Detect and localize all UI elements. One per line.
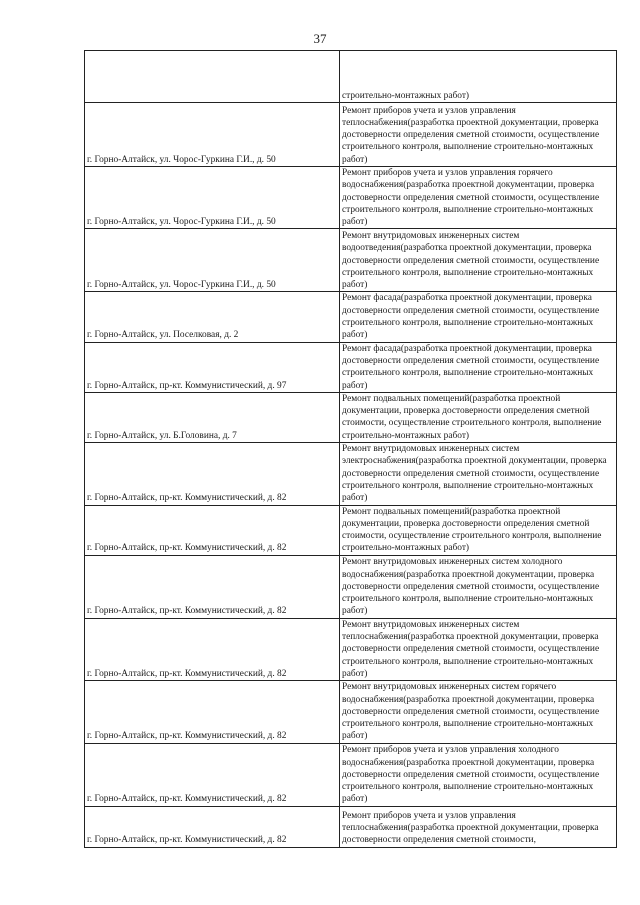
- table-row: [85, 392, 617, 442]
- work-description-cell: Ремонт внутридомовых инженерных систем электроснабжения(разработка проектной документации, проверка достоверности определения сметной стоимости, осуществление строительного контроля, выполнение строительно-монтажных работ): [340, 443, 617, 505]
- address-cell: г. Горно-Алтайск, ул. Чорос-Гуркина Г.И., д. 50: [85, 229, 340, 292]
- work-description-cell: Ремонт приборов учета и узлов управления холодного водоснабжения(разработка проектной документации, проверка достоверности определения сметной стоимости, осуществление строительного контроля, выполнение строительно-монтажных работ): [340, 743, 617, 806]
- work-description-cell: Ремонт фасада(разработка проектной документации, проверка достоверности определения сметной стоимости, осуществление строительного контроля, выполнение строительно-монтажных работ): [340, 292, 617, 342]
- table-row: [85, 505, 617, 555]
- work-description-cell: Ремонт внутридомовых инженерных систем холодного водоснабжения(разработка проектной документации, проверка достоверности определения сметной стоимости, осуществление строительного контроля, выполнение строительно-монтажных работ): [340, 555, 617, 618]
- address-cell: г. Горно-Алтайск, ул. Чорос-Гуркина Г.И., д. 50: [85, 103, 340, 167]
- address-cell: г. Горно-Алтайск, пр-кт. Коммунистический, д. 82: [85, 806, 340, 847]
- work-description-cell: Ремонт приборов учета и узлов управления теплоснабжения(разработка проектной документации, проверка достоверности определения сметной стоимости,: [340, 806, 617, 847]
- table-row: [85, 743, 617, 806]
- address-cell: г. Горно-Алтайск, пр-кт. Коммунистический, д. 82: [85, 505, 340, 555]
- table-row: [85, 229, 617, 292]
- work-description-cell: Ремонт подвальных помещений(разработка проектной документации, проверка достоверности определения сметной стоимости, осуществление строительного контроля, выполнение строительно-монтажных работ): [340, 505, 617, 555]
- table-row: [85, 342, 617, 392]
- work-description-cell: Ремонт приборов учета и узлов управления теплоснабжения(разработка проектной документации, проверка достоверности определения сметной стоимости, осуществление строительного контроля, выполнение строительно-монтажных работ): [340, 103, 617, 167]
- address-cell: г. Горно-Алтайск, пр-кт. Коммунистический, д. 82: [85, 443, 340, 505]
- address-cell: г. Горно-Алтайск, ул. Поселковая, д. 2: [85, 292, 340, 342]
- work-description-cell: Ремонт фасада(разработка проектной документации, проверка достоверности определения сметной стоимости, осуществление строительного контроля, выполнение строительно-монтажных работ): [340, 342, 617, 392]
- table-row: [85, 51, 617, 103]
- address-cell: г. Горно-Алтайск, пр-кт. Коммунистический, д. 82: [85, 681, 340, 743]
- work-description-cell: Ремонт подвальных помещений(разработка проектной документации, проверка достоверности определения сметной стоимости, осуществление строительного контроля, выполнение строительно-монтажных работ): [340, 392, 617, 442]
- work-description-cell: Ремонт приборов учета и узлов управления горячего водоснабжения(разработка проектной документации, проверка достоверности определения сметной стоимости, осуществление строительного контроля, выполнение строительно-монтажных работ): [340, 167, 617, 229]
- table-row: [85, 292, 617, 342]
- address-cell: г. Горно-Алтайск, ул. Чорос-Гуркина Г.И., д. 50: [85, 167, 340, 229]
- table-row: [85, 618, 617, 680]
- work-description-cell: строительно-монтажных работ): [340, 51, 617, 103]
- address-cell: г. Горно-Алтайск, пр-кт. Коммунистический, д. 97: [85, 342, 340, 392]
- address-cell: [85, 51, 340, 103]
- table-row: [85, 103, 617, 167]
- work-description-cell: Ремонт внутридомовых инженерных систем горячего водоснабжения(разработка проектной документации, проверка достоверности определения сметной стоимости, осуществление строительного контроля, выполнение строительно-монтажных работ): [340, 681, 617, 743]
- work-description-cell: Ремонт внутридомовых инженерных систем водоотведения(разработка проектной документации, проверка достоверности определения сметной стоимости, осуществление строительного контроля, выполнение строительно-монтажных работ): [340, 229, 617, 292]
- table-row: [85, 806, 617, 847]
- table-row: [85, 443, 617, 505]
- address-cell: г. Горно-Алтайск, ул. Б.Головина, д. 7: [85, 392, 340, 442]
- page-number: 37: [313, 31, 327, 46]
- address-cell: г. Горно-Алтайск, пр-кт. Коммунистический, д. 82: [85, 743, 340, 806]
- table-row: [85, 681, 617, 743]
- address-cell: г. Горно-Алтайск, пр-кт. Коммунистический, д. 82: [85, 555, 340, 618]
- repair-schedule-table: [84, 50, 617, 848]
- work-description-cell: Ремонт внутридомовых инженерных систем теплоснабжения(разработка проектной документации, проверка достоверности определения сметной стоимости, осуществление строительного контроля, выполнение строительно-монтажных работ): [340, 618, 617, 680]
- table-row: [85, 167, 617, 229]
- table-row: [85, 555, 617, 618]
- address-cell: г. Горно-Алтайск, пр-кт. Коммунистический, д. 82: [85, 618, 340, 680]
